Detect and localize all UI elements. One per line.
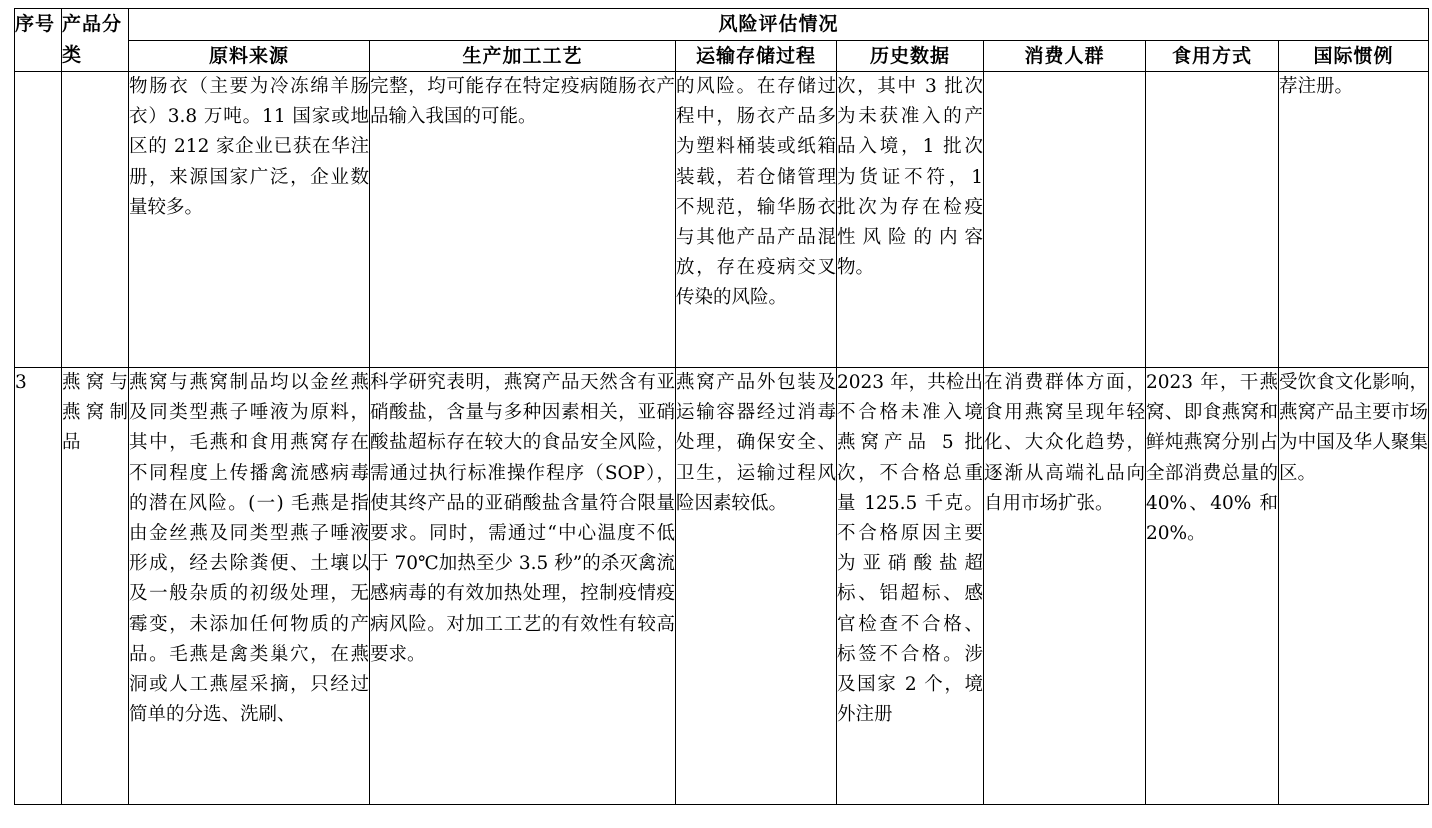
- header-consumers: 消费人群: [984, 40, 1146, 72]
- header-row-1: [15, 9, 1429, 41]
- consumption-cell: 2023 年，干燕窝、即食燕窝和鲜炖燕窝分别占全部消费总量的 40%、40% 和 20%。: [1146, 368, 1279, 805]
- seq-no-cell: [15, 72, 62, 368]
- header-row-2: [15, 40, 1429, 72]
- header-consumption: 食用方式: [1146, 40, 1279, 72]
- risk-assessment-table: [14, 8, 1429, 805]
- history-cell: 2023 年，共检出不合格未准入境燕窝产品 5 批次，不合格总重量 125.5 千克。不合格原因主要为亚硝酸盐超标、铝超标、感官检查不合格、标签不合格。涉及国家 2 个，境外注册: [837, 368, 984, 805]
- table-row: [15, 368, 1429, 805]
- seq-no-cell: 3: [15, 368, 62, 805]
- consumers-cell: [984, 72, 1146, 368]
- processing-cell: 完整，均可能存在特定疫病随肠衣产品输入我国的可能。: [370, 72, 676, 368]
- header-processing: 生产加工工艺: [370, 40, 676, 72]
- processing-cell: 科学研究表明，燕窝产品天然含有亚硝酸盐，含量与多种因素相关，亚硝酸盐超标存在较大的食品安全风险，需通过执行标准操作程序（SOP），使其终产品的亚硝酸盐含量符合限量要求。同时，需通过“中心温度不低于 70℃加热至少 3.5 秒”的杀灭禽流感病毒的有效加热处理，控制疫情疫病风险。对加工工艺的有效性有较高要求。: [370, 368, 676, 805]
- raw-material-cell: 物肠衣（主要为冷冻绵羊肠衣）3.8 万吨。11 国家或地区的 212 家企业已获在华注册，来源国家广泛，企业数量较多。: [129, 72, 370, 368]
- consumers-cell: 在消费群体方面，食用燕窝呈现年轻化、大众化趋势，逐渐从高端礼品向自用市场扩张。: [984, 368, 1146, 805]
- consumption-cell: [1146, 72, 1279, 368]
- header-risk-assessment: 风险评估情况: [129, 9, 1429, 41]
- header-product-category: 产品分类: [62, 9, 129, 72]
- header-history: 历史数据: [837, 40, 984, 72]
- transport-storage-cell: 的风险。在存储过程中，肠衣产品多为塑料桶装或纸箱装载，若仓储管理不规范，输华肠衣与其他产品产品混放，存在疫病交叉传染的风险。: [676, 72, 837, 368]
- raw-material-cell: 燕窝与燕窝制品均以金丝燕及同类型燕子唾液为原料，其中，毛燕和食用燕窝存在不同程度上传播禽流感病毒的潜在风险。(一) 毛燕是指由金丝燕及同类型燕子唾液形成，经去除粪便、土壤以及一般杂质的初级处理，无霉变，未添加任何物质的产品。毛燕是禽类巢穴，在燕洞或人工燕屋采摘，只经过简单的分选、洗刷、: [129, 368, 370, 805]
- category-cell: [62, 72, 129, 368]
- header-intl-practice: 国际惯例: [1279, 40, 1429, 72]
- category-cell: 燕窝与燕窝制品: [62, 368, 129, 805]
- history-cell: 次，其中 3 批次为未获准入的产品入境，1 批次为货证不符，1 批次为存在检疫性风险的内容物。: [837, 72, 984, 368]
- intl-practice-cell: 受饮食文化影响，燕窝产品主要市场为中国及华人聚集区。: [1279, 368, 1429, 805]
- transport-storage-cell: 燕窝产品外包装及运输容器经过消毒处理，确保安全、卫生，运输过程风险因素较低。: [676, 368, 837, 805]
- header-raw-material: 原料来源: [129, 40, 370, 72]
- header-transport-storage: 运输存储过程: [676, 40, 837, 72]
- header-seq-no: 序号: [15, 9, 62, 72]
- intl-practice-cell: 荐注册。: [1279, 72, 1429, 368]
- table-row: [15, 72, 1429, 368]
